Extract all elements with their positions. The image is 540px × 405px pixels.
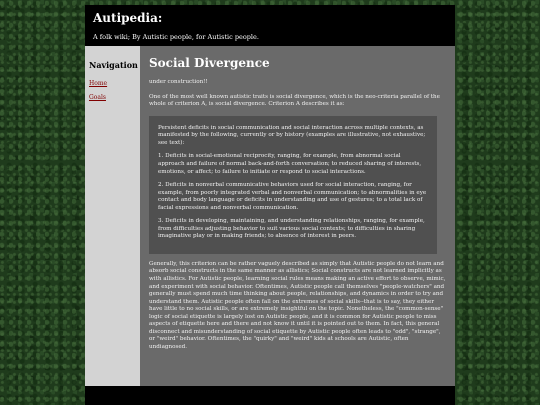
main-content [140,46,455,386]
quote-item-2: 2. Deficits in nonverbal communicative behaviors used for social interaction, ranging, for example, from poorly integrated verbal and nonverbal communication; to abnormalities in eye contact and body language or deficits in understanding and use of gestures; to a total lack of facial expressions and nonverbal communication. [158,182,427,211]
site-header [85,5,455,46]
footer-bar [85,386,455,405]
body-paragraph: Generally, this criterion can be rather vaguely described as simply that Autistic people do not learn and absorb social constructs in the same manner as allistics; Social constructs are not learned implicitly as with allistics. For Autistic people, learning social rules means making an active effort to observe, mimic, and experiment with social behavior. Oftentimes, Autistic people call themselves "people-watchers" and generally must spend much time thinking about people, relationships, and dynamics in order to try and understand them. Autistic people often fall on the extremes of social skills--that is to say, they either have little to no social skills, or are extremely insightful on the topic. Nonetheless, the "common-sense" logic of social etiquette is largely lost on Autistic people, and it is common for Autistic people to miss aspects of etiquette here and there and not know it until it is pointed out to them. In fact, this general disconnect and misunderstanding of social etiquette by Autistic people often leads to "odd", "strange", or "weird" behavior. Oftentimes, the "quirky" and "weird" kids at schools are Autistic, often undiagnosed. [149,260,446,350]
page-title: Social Divergence [149,56,270,70]
navigation-heading: Navigation [89,60,138,70]
criterion-quote-box [149,116,437,254]
nav-link-home[interactable]: Home [89,80,108,87]
sidebar [85,46,140,386]
page-wrapper [85,5,455,405]
site-tagline: A folk wiki; By Autistic people, for Autistic people. [93,33,259,41]
nav-link-goals[interactable]: Goals [89,94,106,101]
site-title: Autipedia: [93,11,163,25]
construction-notice: under construction!! [149,79,208,86]
quote-item-1: 1. Deficits in social-emotional reciprocity, ranging, for example, from abnormal social approach and failure of normal back-and-forth conversation; to reduced sharing of interests, emotions, or affect; to failure to initiate or respond to social interactions. [158,153,422,175]
intro-paragraph: One of the most well known autistic traits is social divergence, which is the neo-criteria parallel of the whole of criterion A, is social divergence. Criterion A describes it as: [149,93,440,108]
quote-lead: Persistent deficits in social communication and social interaction across multiple contexts, as manifested by the following, currently or by history (examples are illustrative, not exhaustive; see text): [158,124,426,146]
quote-item-3: 3. Deficits in developing, maintaining, and understanding relationships, ranging, for example, from difficulties adjusting behavior to suit various social contexts; to difficulties in sharing imaginative play or in making friends; to absence of interest in peers. [158,218,425,240]
